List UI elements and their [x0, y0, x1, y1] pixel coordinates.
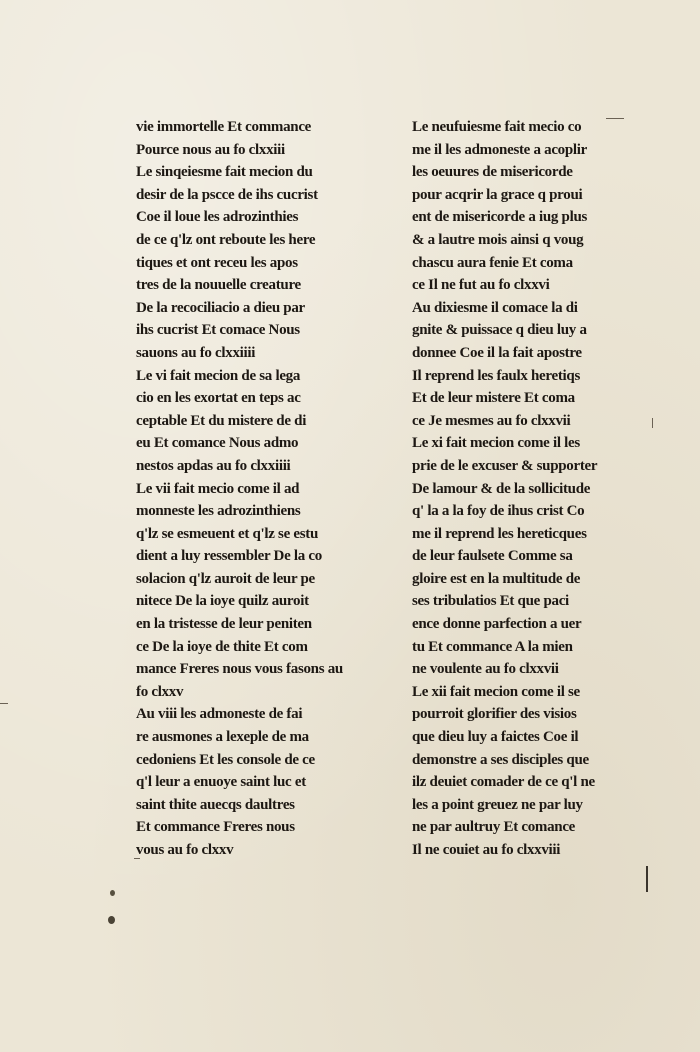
- right-column-line: q' la a la foy de ihus crist Co: [412, 503, 585, 520]
- left-column-line: Le vii fait mecio come il ad: [136, 480, 300, 497]
- left-column-line: de ce q'lz ont reboute les here: [136, 231, 316, 248]
- left-column-line: Le sinqeiesme fait mecion du: [136, 164, 313, 181]
- top-rule-mark: [606, 118, 624, 119]
- left-column-line: q'lz se esmeuent et q'lz se estu: [136, 525, 319, 542]
- right-column-line: ilz deuiet comader de ce q'l ne: [412, 774, 595, 791]
- right-column-line: Il ne couiet au fo clxxviii: [412, 842, 561, 858]
- left-edge-mark: [0, 703, 8, 704]
- right-column-line: gloire est en la multitude de: [412, 570, 581, 587]
- right-column-line: les oeuures de misericorde: [412, 164, 573, 181]
- right-column-line: pourroit glorifier des visios: [412, 706, 577, 723]
- right-column-line: Au dixiesme il comace la di: [412, 299, 578, 316]
- right-column-line: Le xi fait mecion come il les: [412, 435, 580, 452]
- right-column-line: me il les admoneste a acoplir: [412, 141, 588, 158]
- ink-spot: [110, 890, 115, 896]
- right-column-line: que dieu luy a faictes Coe il: [412, 729, 579, 746]
- left-column-line: vous au fo clxxv: [136, 842, 234, 858]
- right-column-line: ne voulente au fo clxxvii: [412, 661, 559, 678]
- right-column-line: les a point greuez ne par luy: [412, 796, 583, 813]
- left-column-line: cedoniens Et les console de ce: [136, 751, 315, 768]
- right-column-line: chascu aura fenie Et coma: [412, 254, 573, 271]
- left-column-line: vie immortelle Et commance: [136, 119, 312, 135]
- left-column-line: nitece De la ioye quilz auroit: [136, 593, 309, 610]
- left-column-line: solacion q'lz auroit de leur pe: [136, 570, 315, 587]
- left-column-line: monneste les adrozinthiens: [136, 503, 301, 520]
- left-column-line: Pource nous au fo clxxiii: [136, 141, 285, 158]
- left-column-line: fo clxxv: [136, 683, 184, 700]
- left-column-line: desir de la pscce de ihs cucrist: [136, 186, 318, 203]
- left-column-line: mance Freres nous vous fasons au: [136, 661, 343, 678]
- left-column-line: De la recociliacio a dieu par: [136, 299, 305, 316]
- left-text-column: [136, 116, 368, 862]
- right-column-line: ce Il ne fut au fo clxxvi: [412, 277, 550, 294]
- left-column-line: Au viii les admoneste de fai: [136, 706, 303, 723]
- left-column-line: Et commance Freres nous: [136, 819, 295, 836]
- right-column-line: Et de leur mistere Et coma: [412, 390, 575, 407]
- right-column-line: ent de misericorde a iug plus: [412, 209, 588, 226]
- left-column-line: dient a luy ressembler De la co: [136, 548, 322, 565]
- left-column-line: re ausmones a lexeple de ma: [136, 729, 309, 746]
- left-column-line: nestos apdas au fo clxxiiii: [136, 457, 291, 474]
- left-column-line: ceptable Et du mistere de di: [136, 412, 307, 429]
- right-column-line: prie de le excuser & supporter: [412, 457, 598, 474]
- right-column-line: ce Je mesmes au fo clxxvii: [412, 412, 571, 429]
- right-column-line: me il reprend les hereticques: [412, 525, 587, 542]
- right-column-line: donnee Coe il la fait apostre: [412, 344, 582, 361]
- right-column-line: pour acqrir la grace q proui: [412, 186, 583, 203]
- right-text-column: [412, 116, 648, 862]
- right-margin-rule: [646, 866, 648, 892]
- margin-tick-mark: [652, 418, 653, 428]
- left-column-line: sauons au fo clxxiiii: [136, 344, 256, 361]
- left-column-line: ihs cucrist Et comace Nous: [136, 322, 300, 339]
- left-column-line: en la tristesse de leur peniten: [136, 616, 312, 633]
- left-column-line: saint thite auecqs daultres: [136, 796, 295, 813]
- right-column-line: ses tribulatios Et que paci: [412, 593, 569, 610]
- left-column-line: cio en les exortat en teps ac: [136, 390, 301, 407]
- right-column-line: demonstre a ses disciples que: [412, 751, 589, 768]
- right-column-line: Le xii fait mecion come il se: [412, 683, 580, 700]
- right-column-line: ne par aultruy Et comance: [412, 819, 576, 836]
- left-column-line: q'l leur a enuoye saint luc et: [136, 774, 306, 791]
- right-column-line: ence donne parfection a uer: [412, 616, 582, 633]
- left-column-line: Coe il loue les adrozinthies: [136, 209, 299, 226]
- left-column-line: eu Et comance Nous admo: [136, 435, 299, 452]
- right-column-line: de leur faulsete Comme sa: [412, 548, 573, 565]
- left-column-line: Le vi fait mecion de sa lega: [136, 367, 301, 384]
- right-column-line: Le neufuiesme fait mecio co: [412, 119, 582, 135]
- right-column-line: De lamour & de la sollicitude: [412, 480, 591, 497]
- right-column-line: gnite & puissace q dieu luy a: [412, 322, 587, 339]
- right-column-line: tu Et commance A la mien: [412, 638, 573, 655]
- left-column-line: ce De la ioye de thite Et com: [136, 638, 308, 655]
- right-column-line: Il reprend les faulx heretiqs: [412, 367, 580, 384]
- ink-spot: [108, 916, 115, 924]
- right-column-line: & a lautre mois ainsi q voug: [412, 231, 584, 248]
- left-column-line: tiques et ont receu les apos: [136, 254, 298, 271]
- left-column-line: tres de la nouuelle creature: [136, 277, 301, 294]
- bottom-corner-mark: [134, 858, 140, 859]
